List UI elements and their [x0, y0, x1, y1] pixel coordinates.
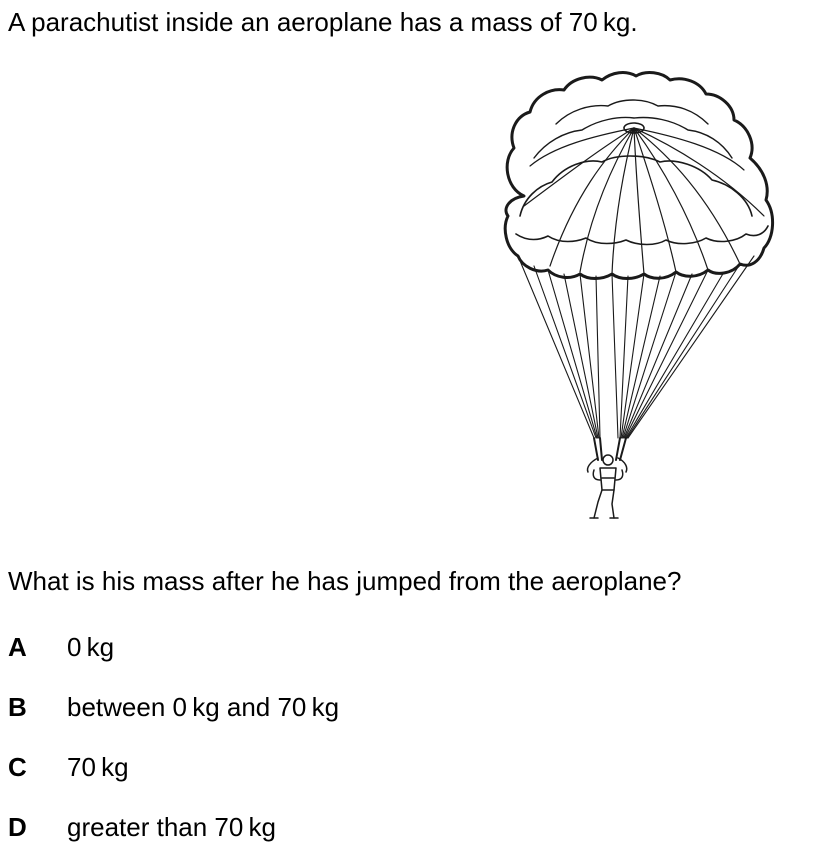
option-b[interactable] [8, 687, 339, 747]
question-stem: A parachutist inside an aeroplane has a mass of 70 kg. [8, 7, 638, 37]
option-letter: C [8, 752, 27, 782]
answer-options [8, 627, 339, 867]
question-prompt: What is his mass after he has jumped from the aeroplane? [8, 566, 682, 596]
option-a[interactable] [8, 627, 339, 687]
parachutist-figure [587, 455, 626, 518]
option-text: greater than 70 kg [67, 812, 277, 842]
option-d[interactable] [8, 807, 339, 867]
parachutist-illustration [494, 66, 780, 532]
option-c[interactable] [8, 747, 339, 807]
option-text: between 0 kg and 70 kg [67, 692, 340, 722]
parachute-icon [494, 66, 780, 532]
option-letter: A [8, 632, 27, 662]
option-text: 0 kg [67, 632, 115, 662]
option-letter: D [8, 812, 27, 842]
option-letter: B [8, 692, 27, 722]
option-text: 70 kg [67, 752, 129, 782]
